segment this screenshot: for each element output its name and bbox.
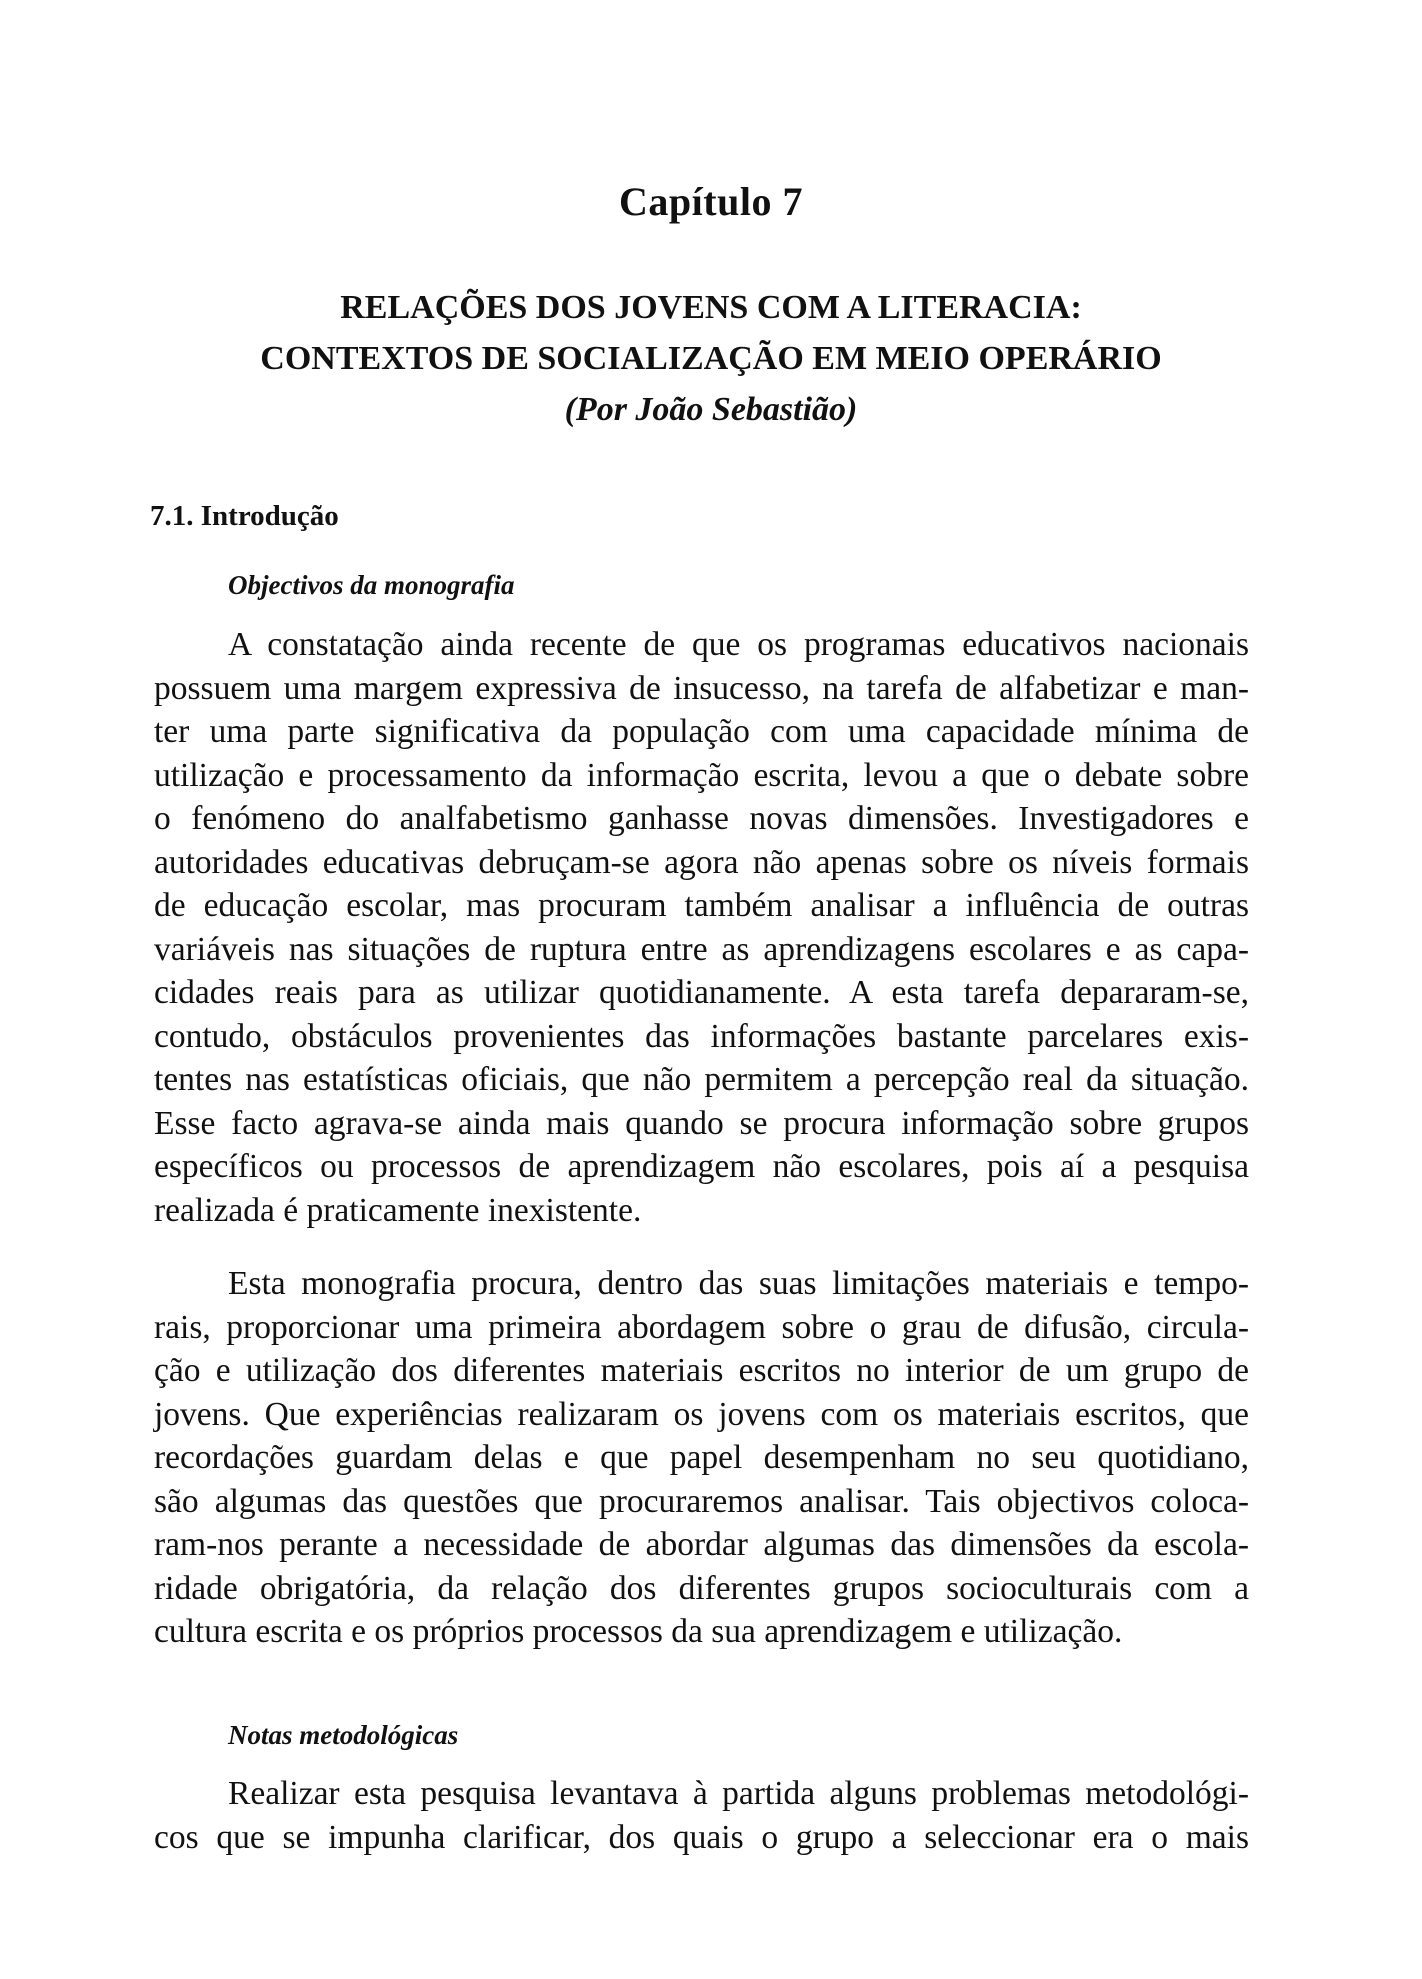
text-line: autoridades educativas debruçam-se agora não apenas sobre os níveis formais bbox=[154, 843, 1249, 881]
text-line: cultura escrita e os próprios processos da sua aprendizagem e utilização. bbox=[154, 1613, 1123, 1650]
text-line: o fenómeno do analfabetismo ganhasse novas dimensões. Investigadores e bbox=[154, 800, 1249, 837]
chapter-title bbox=[150, 282, 1272, 435]
text-line: de educação escolar, mas procuram também analisar a influência de outras bbox=[154, 887, 1249, 924]
text-line: cidades reais para as utilizar quotidianamente. A esta tarefa depararam-se, bbox=[154, 974, 1249, 1011]
methodology-paragraph-1 bbox=[154, 1772, 1249, 1859]
text-line: ram-nos perante a necessidade de abordar algumas das dimensões da escola- bbox=[154, 1526, 1249, 1563]
text-line: rais, proporcionar uma primeira abordagem sobre o grau de difusão, circula- bbox=[154, 1308, 1249, 1346]
text-line: contudo, obstáculos provenientes das informações bastante parcelares exis- bbox=[154, 1017, 1249, 1055]
methodology-subheading: Notas metodológicas bbox=[228, 1720, 459, 1750]
text-line: Esta monografia procura, dentro das suas limitações materiais e tempo- bbox=[228, 1265, 1249, 1302]
text-line: Esse facto agrava-se ainda mais quando se procura informação sobre grupos bbox=[154, 1104, 1249, 1142]
section-heading: 7.1. Introdução bbox=[150, 500, 339, 532]
chapter-title-line-2: CONTEXTOS DE SOCIALIZAÇÃO EM MEIO OPERÁRIO bbox=[260, 340, 1162, 377]
text-line: jovens. Que experiências realizaram os jovens com os materiais escritos, que bbox=[154, 1395, 1249, 1433]
objectives-paragraph-2 bbox=[154, 1262, 1249, 1654]
text-line: ridade obrigatória, da relação dos diferentes grupos socioculturais com a bbox=[154, 1569, 1249, 1607]
text-line: realizada é praticamente inexistente. bbox=[154, 1191, 642, 1229]
text-line: possuem uma margem expressiva de insucesso, na tarefa de alfabetizar e man- bbox=[154, 669, 1249, 707]
text-line: recordações guardam delas e que papel desempenham no seu quotidiano, bbox=[154, 1439, 1249, 1476]
chapter-title-line-1: RELAÇÕES DOS JOVENS COM A LITERACIA: bbox=[340, 289, 1082, 326]
text-line: A constatação ainda recente de que os programas educativos nacionais bbox=[228, 626, 1249, 663]
objectives-paragraph-1 bbox=[154, 623, 1249, 1232]
text-line: Realizar esta pesquisa levantava à partida alguns problemas metodológi- bbox=[228, 1775, 1249, 1812]
chapter-author: (Por João Sebastião) bbox=[564, 391, 858, 428]
text-line: ter uma parte significativa da população com uma capacidade mínima de bbox=[154, 713, 1249, 750]
text-line: utilização e processamento da informação escrita, levou a que o debate sobre bbox=[154, 756, 1249, 794]
chapter-label: Capítulo 7 bbox=[619, 179, 803, 224]
text-line: específicos ou processos de aprendizagem não escolares, pois aí a pesquisa bbox=[154, 1148, 1249, 1185]
text-line: cos que se impunha clarificar, dos quais o grupo a seleccionar era o mais bbox=[154, 1818, 1249, 1856]
text-line: ção e utilização dos diferentes materiais escritos no interior de um grupo de bbox=[154, 1352, 1249, 1389]
text-line: tentes nas estatísticas oficiais, que não permitem a percepção real da situação. bbox=[154, 1061, 1249, 1098]
objectives-subheading: Objectivos da monografia bbox=[228, 570, 515, 600]
text-line: são algumas das questões que procuraremos analisar. Tais objectivos coloca- bbox=[154, 1482, 1249, 1520]
text-line: variáveis nas situações de ruptura entre as aprendizagens escolares e as capa- bbox=[154, 930, 1249, 968]
